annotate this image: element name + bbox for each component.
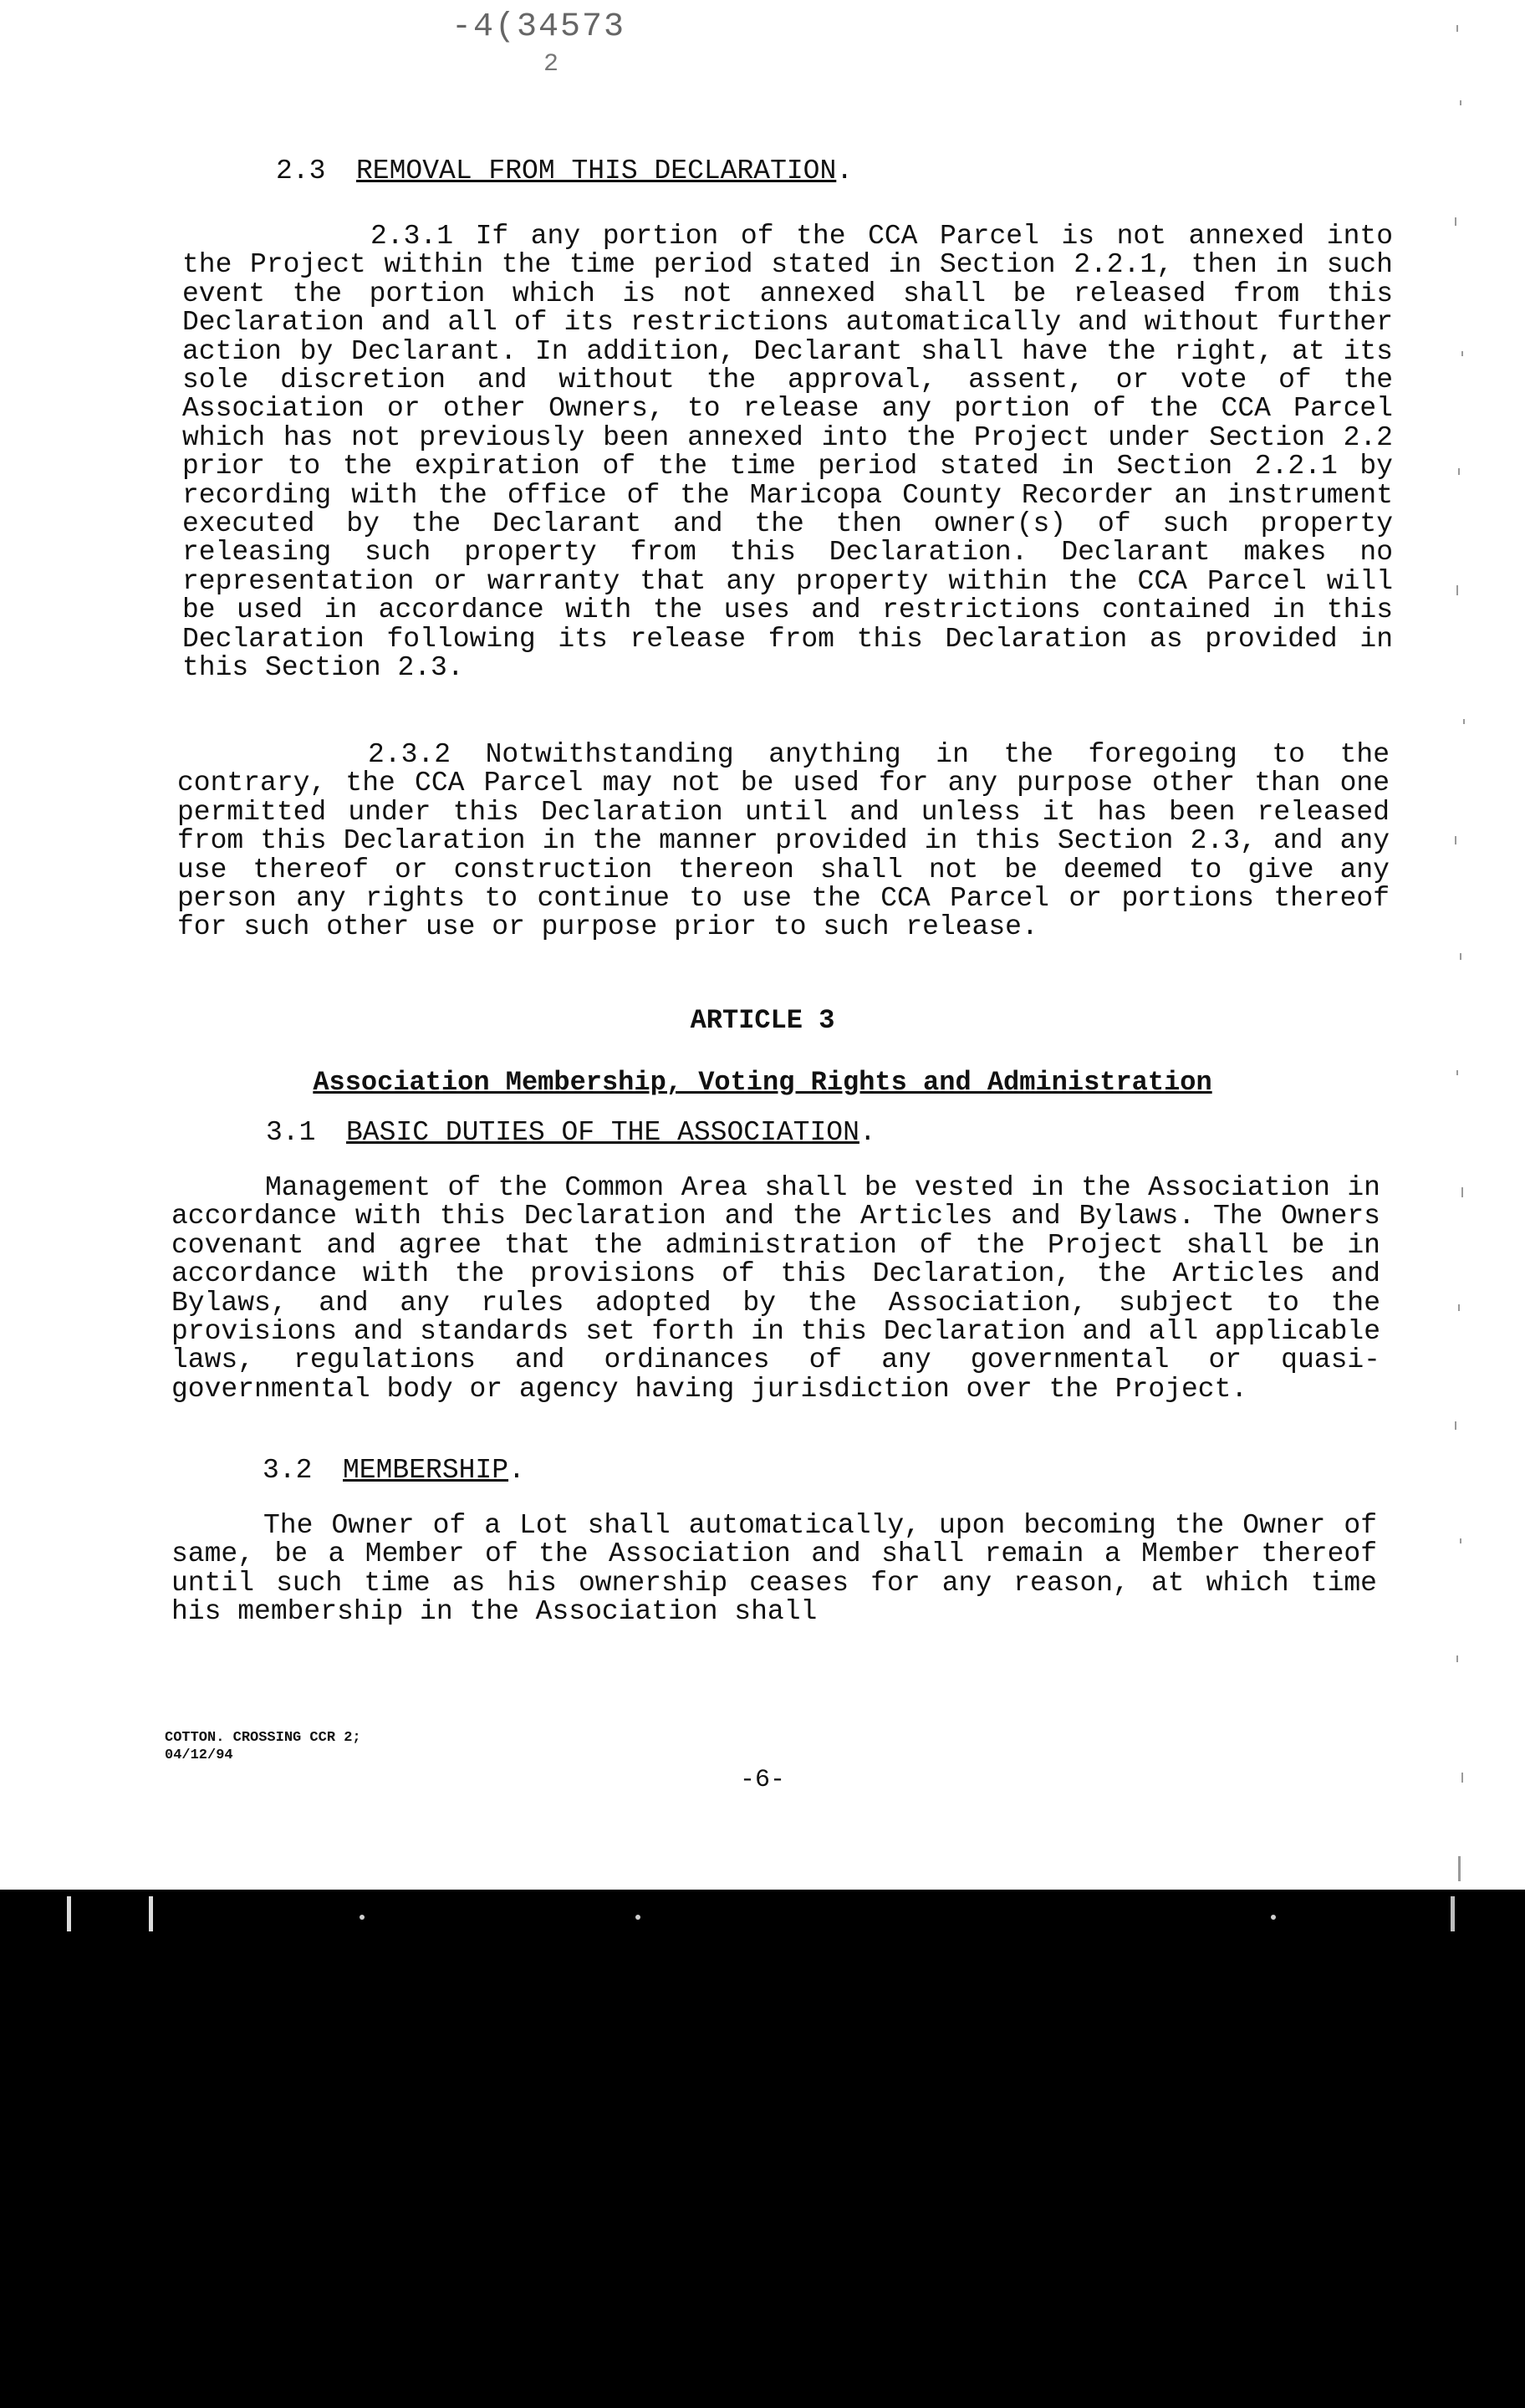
recording-stamp-page: 2 xyxy=(543,50,559,79)
scan-edge-specks xyxy=(1445,0,1478,1890)
footer-doc-id: COTTON. CROSSING CCR 2; xyxy=(165,1730,361,1746)
article-title: ARTICLE 3 xyxy=(690,1005,835,1036)
section-number: 3.1 xyxy=(266,1117,316,1148)
paragraph-3-1: Management of the Common Area shall be vested in the Association in accordance with this Declaration and the Articles and Bylaws. The Owners covenant and agree that the administration of the Project shall be in accordance with the provisions of this Declaration, the Articles and Bylaws, and any rules adopted by the Association, subject to the provisions and standards set forth in this Declaration and all applicable laws, regulations and ordinances of any governmental or quasi-governmental body or agency having jurisdiction over the Project. xyxy=(171,1172,1380,1405)
paragraph-3-2: The Owner of a Lot shall automatically, upon becoming the Owner of same, be a Member of the Association and shall remain a Member thereof until such time as his ownership ceases for any reason, at which time his membership in the Association shall xyxy=(171,1510,1377,1628)
section-title: BASIC DUTIES OF THE ASSOCIATION xyxy=(346,1117,859,1148)
paragraph-2-3-2: 2.3.2 Notwithstanding anything in the foregoing to the contrary, the CCA Parcel may not be used for any purpose other than one permitted under this Declaration until and unless it has been released from this Declaration in the manner provided in this Section 2.3, and any use thereof or construction thereon shall not be deemed to give any person any rights to continue to use the CCA Parcel or portions thereof for such other use or purpose prior to such release. xyxy=(177,739,1390,943)
article-subtitle: Association Membership, Voting Rights and Administration xyxy=(313,1067,1212,1098)
footer-date: 04/12/94 xyxy=(165,1747,233,1763)
scan-artifact xyxy=(360,1915,365,1920)
section-title: REMOVAL FROM THIS DECLARATION xyxy=(356,156,837,186)
section-number: 3.2 xyxy=(263,1455,313,1486)
scan-artifact xyxy=(1271,1915,1276,1920)
scan-artifact xyxy=(149,1896,153,1931)
section-number: 2.3 xyxy=(276,156,326,186)
document-footer xyxy=(165,1729,361,1764)
page-number: -6- xyxy=(739,1766,785,1794)
section-3-2-heading: 3.2 MEMBERSHIP. xyxy=(263,1455,525,1486)
scan-artifact xyxy=(67,1896,71,1931)
scan-artifact xyxy=(1451,1896,1455,1931)
paragraph-2-3-1: 2.3.1 If any portion of the CCA Parcel is not annexed into the Project within the time period stated in Section 2.2.1, then in such event the portion which is not annexed shall be released from this Declaration and all of its restrictions automatically and without further action by Declarant. In addition, Declarant shall have the right, at its sole discretion and without the approval, assent, or vote of the Association or other Owners, to release any portion of the CCA Parcel which has not previously been annexed into the Project under Section 2.2 prior to the expiration of the time period stated in Section 2.2.1 by recording with the office of the Maricopa County Recorder an instrument executed by the Declarant and the then owner(s) of such property releasing such property from this Declaration. Declarant makes no representation or warranty that any property within the CCA Parcel will be used in accordance with the uses and restrictions contained in this Declaration following its release from this Declaration as provided in this Section 2.3. xyxy=(182,221,1393,684)
section-title: MEMBERSHIP xyxy=(343,1455,509,1486)
section-2-3-heading: 2.3 REMOVAL FROM THIS DECLARATION. xyxy=(276,156,854,186)
section-3-1-heading: 3.1 BASIC DUTIES OF THE ASSOCIATION. xyxy=(266,1117,876,1148)
scan-artifact xyxy=(635,1915,640,1920)
scan-black-border xyxy=(0,1890,1525,2408)
recording-stamp: -4(34573 xyxy=(451,8,626,46)
